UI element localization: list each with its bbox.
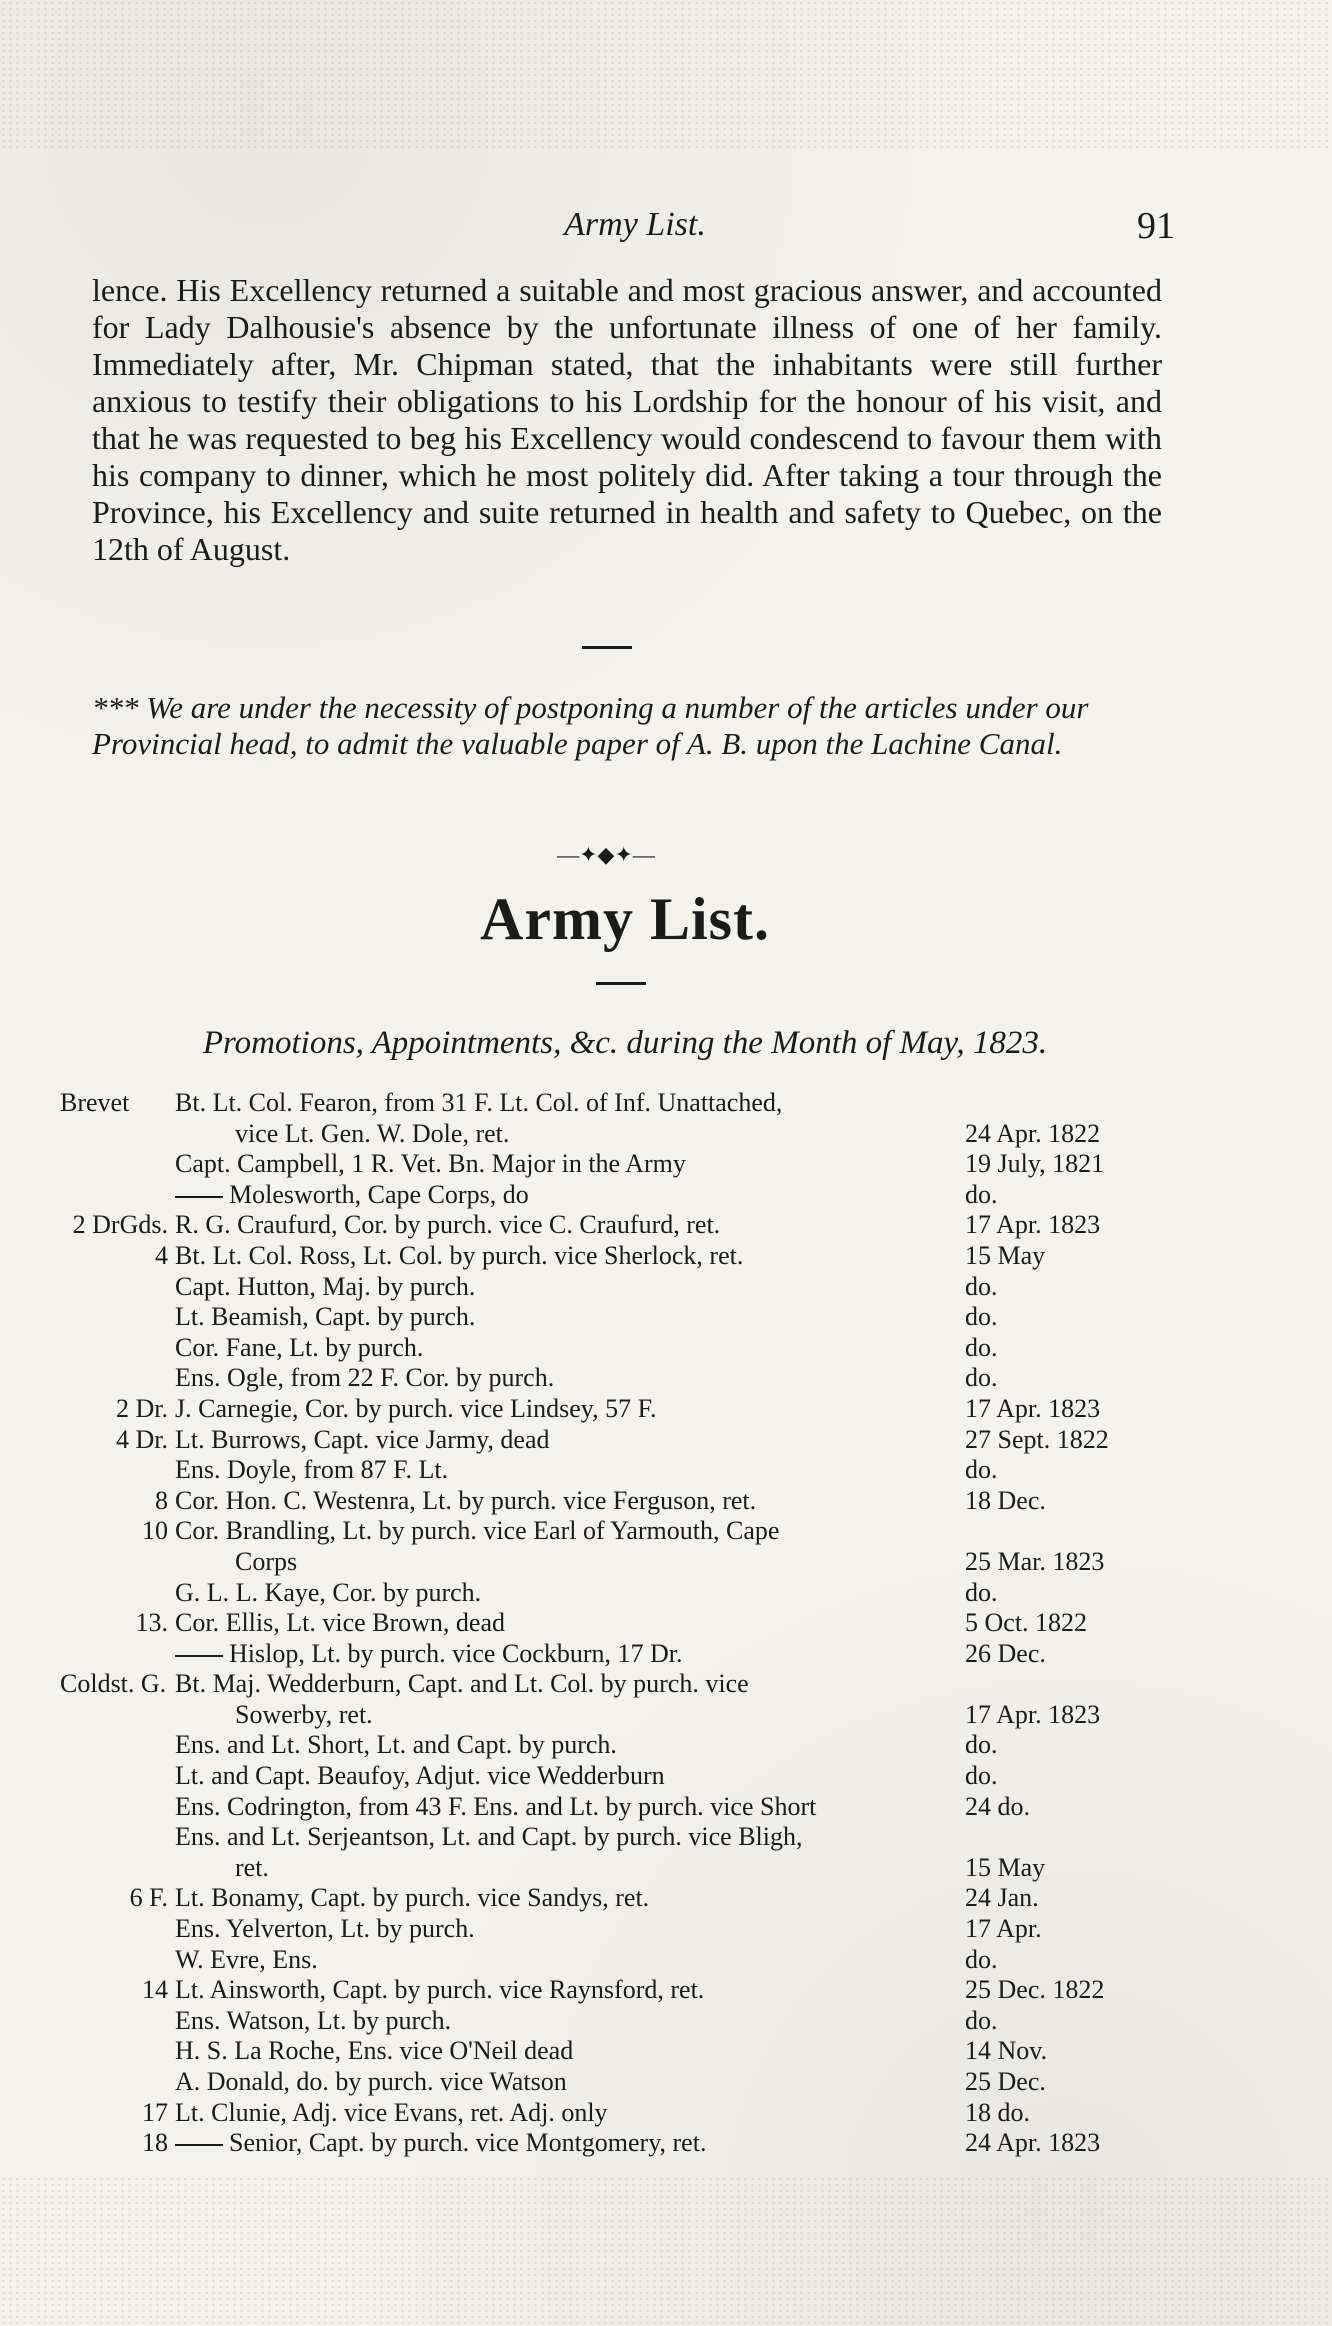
list-item [60,1272,1240,1303]
list-item [60,2098,1240,2129]
regiment-label: 2 Dr. [116,1393,168,1423]
entry-date: do. [965,1577,998,1607]
regiment-label: 6 F. [129,1883,168,1913]
entry-date: 25 Mar. 1823 [965,1546,1105,1576]
list-item [60,1516,1240,1547]
list-item [60,1914,1240,1945]
list-item [60,1180,1240,1211]
page-number: 91 [1137,205,1175,247]
list-item [60,1578,1240,1609]
entry-date: 5 Oct. 1822 [965,1608,1088,1638]
list-item [60,1945,1240,1976]
regiment-label: 10 [142,1516,168,1546]
entry-text [175,2128,706,2158]
regiment-label: 14 [142,1975,168,2005]
list-item [60,1425,1240,1456]
entry-date: 24 Apr. 1822 [965,1118,1101,1148]
entry-date: do. [965,1179,998,1209]
entry-date: 14 Nov. [965,2036,1048,2066]
entry-text: Corps [235,1546,298,1576]
entry-date: 18 do. [965,2097,1030,2127]
list-item [60,1761,1240,1792]
entry-date: do. [965,1455,998,1485]
regiment-label: 4 [155,1240,168,1270]
entry-text: Bt. Maj. Wedderburn, Capt. and Lt. Col. by purch. vice [175,1669,749,1699]
entry-text: Sowerby, ret. [235,1699,373,1729]
list-item [60,1608,1240,1639]
entry-text: Lt. Clunie, Adj. vice Evans, ret. Adj. only [175,2097,608,2127]
ornament-divider: —✦◆✦— [557,842,655,867]
list-item [60,1669,1240,1700]
entry-text: Ens. Codrington, from 43 F. Ens. and Lt. by purch. vice Short [175,1791,817,1821]
entry-date: do. [965,1271,998,1301]
entry-text [175,1639,683,1669]
entry-date: 17 Apr. [965,1914,1042,1944]
body-paragraph: lence. His Excellency returned a suitable and most gracious answer, and accounted for Lady Dalhousie's absence by the unfortunate illness of one of her family. Immediately after, Mr. Chipman stated, that the inhabitants were still further anxious to testify their obligations to his Lordship for the honour of his visit, and that he was requested to beg his Excellency would condescend to favour them with his company to dinner, which he most politely did. After taking a tour through the Province, his Excellency and suite returned in health and safety to Quebec, on the 12th of August. [92,272,1162,567]
entry-text: Ens. and Lt. Short, Lt. and Capt. by purch. [175,1730,617,1760]
list-item [60,1639,1240,1670]
title-rule [596,982,646,985]
entry-text: vice Lt. Gen. W. Dole, ret. [235,1118,510,1148]
entry-date: do. [965,1761,998,1791]
entry-text: G. L. L. Kaye, Cor. by purch. [175,1577,482,1607]
entry-text: Lt. Beamish, Capt. by purch. [175,1302,476,1332]
entry-text: Cor. Ellis, Lt. vice Brown, dead [175,1608,506,1638]
entry-text: Cor. Fane, Lt. by purch. [175,1332,424,1362]
list-item [60,1149,1240,1180]
list-item [60,1853,1240,1884]
entry-text: A. Donald, do. by purch. vice Watson [175,2067,567,2096]
entry-text: Capt. Hutton, Maj. by purch. [175,1271,476,1301]
page-header [95,206,1175,256]
regiment-label: 2 DrGds. [72,1210,168,1240]
entry-text [175,1180,529,1210]
entry-text-body: Senior, Capt. by purch. vice Montgomery, ret. [229,2128,707,2158]
list-item [60,1119,1240,1150]
list-item [60,2006,1240,2037]
entry-date: 17 Apr. 1823 [965,1699,1101,1729]
entry-date: 18 Dec. [965,1485,1046,1515]
entry-date: 15 May [965,1240,1046,1270]
entry-date: 15 May [965,1852,1046,1882]
entry-date: do. [965,1363,998,1393]
entry-text: Cor. Brandling, Lt. by purch. vice Earl of Yarmouth, Cape [175,1516,780,1546]
ditto-dash [175,1655,223,1657]
promotions-list [60,1088,1240,2159]
entry-text-body: Hislop, Lt. by purch. vice Cockburn, 17 Dr. [229,1638,683,1668]
entry-date: 25 Dec. 1822 [965,1975,1105,2005]
entry-text: Lt. Bonamy, Capt. by purch. vice Sandys, ret. [175,1883,650,1913]
list-item [60,2067,1240,2098]
list-item [60,1302,1240,1333]
list-item [60,1822,1240,1853]
regiment-label: 8 [155,1485,168,1515]
section-title: Army List. [480,886,770,952]
entry-date: 24 Jan. [965,1883,1039,1913]
entry-date: do. [965,1332,998,1362]
entry-text: Lt. Burrows, Capt. vice Jarmy, dead [175,1424,550,1454]
entry-date: 27 Sept. 1822 [965,1424,1109,1454]
list-item [60,1486,1240,1517]
entry-text: Ens. and Lt. Serjeantson, Lt. and Capt. by purch. vice Bligh, [175,1822,803,1852]
entry-text: Ens. Ogle, from 22 F. Cor. by purch. [175,1363,555,1393]
entry-text: ret. [235,1852,269,1882]
editorial-note: *** We are under the necessity of postponing a number of the articles under our Provincial head, to admit the valuable paper of A. B. upon the Lachine Canal. [92,690,1089,761]
entry-text: Cor. Hon. C. Westenra, Lt. by purch. vice Ferguson, ret. [175,1485,757,1515]
list-item [60,2128,1240,2159]
regiment-label: 18 [142,2128,168,2158]
list-item [60,1394,1240,1425]
entry-text: W. Evre, Ens. [175,1944,318,1974]
scan-noise-bottom [0,2176,1332,2326]
scan-noise-top [0,0,1332,150]
regiment-label: Coldst. G. [60,1669,167,1699]
list-item [60,1210,1240,1241]
list-item [60,1700,1240,1731]
entry-text: Ens. Doyle, from 87 F. Lt. [175,1455,449,1485]
list-item [60,1088,1240,1119]
entry-text: Ens. Watson, Lt. by purch. [175,2005,452,2035]
ditto-dash [175,2144,223,2146]
entry-date: 24 do. [965,1791,1030,1821]
list-item [60,1241,1240,1272]
entry-date: do. [965,2005,998,2035]
entry-date: do. [965,1944,998,1974]
entry-text: Ens. Yelverton, Lt. by purch. [175,1914,475,1944]
list-item [60,1363,1240,1394]
entry-text: H. S. La Roche, Ens. vice O'Neil dead [175,2036,574,2066]
list-item [60,1455,1240,1486]
entry-date: 26 Dec. [965,1638,1046,1668]
entry-text-body: Molesworth, Cape Corps, do [229,1179,529,1209]
entry-date: 17 Apr. 1823 [965,1393,1101,1423]
entry-text: Capt. Campbell, 1 R. Vet. Bn. Major in the Army [175,1149,686,1179]
entry-date: do. [965,1302,998,1332]
regiment-label: 4 Dr. [116,1424,168,1454]
entry-date: do. [965,1730,998,1760]
list-item [60,1883,1240,1914]
entry-text: Lt. Ainsworth, Capt. by purch. vice Raynsford, ret. [175,1975,705,2005]
entry-text: Bt. Lt. Col. Fearon, from 31 F. Lt. Col. of Inf. Unattached, [175,1088,783,1117]
ditto-dash [175,1196,223,1198]
running-title: Army List. [564,206,706,243]
list-item [60,1333,1240,1364]
entry-date: 24 Apr. 1823 [965,2128,1101,2158]
regiment-label: 13. [135,1608,168,1638]
list-item [60,1792,1240,1823]
divider-rule [582,646,632,649]
list-item [60,1730,1240,1761]
entry-date: 19 July, 1821 [965,1149,1105,1179]
list-item [60,1975,1240,2006]
entry-text: R. G. Craufurd, Cor. by purch. vice C. Craufurd, ret. [175,1210,721,1240]
entry-text: J. Carnegie, Cor. by purch. vice Lindsey, 57 F. [175,1393,657,1423]
list-item [60,1547,1240,1578]
regiment-label: 17 [142,2097,168,2127]
list-item [60,2036,1240,2067]
entry-date: 25 Dec. [965,2067,1046,2096]
entry-text: Bt. Lt. Col. Ross, Lt. Col. by purch. vice Sherlock, ret. [175,1240,744,1270]
entry-text: Lt. and Capt. Beaufoy, Adjut. vice Wedderburn [175,1761,665,1791]
entry-date: 17 Apr. 1823 [965,1210,1101,1240]
list-subtitle: Promotions, Appointments, &c. during the Month of May, 1823. [202,1025,1048,1061]
regiment-label: Brevet [60,1088,130,1117]
